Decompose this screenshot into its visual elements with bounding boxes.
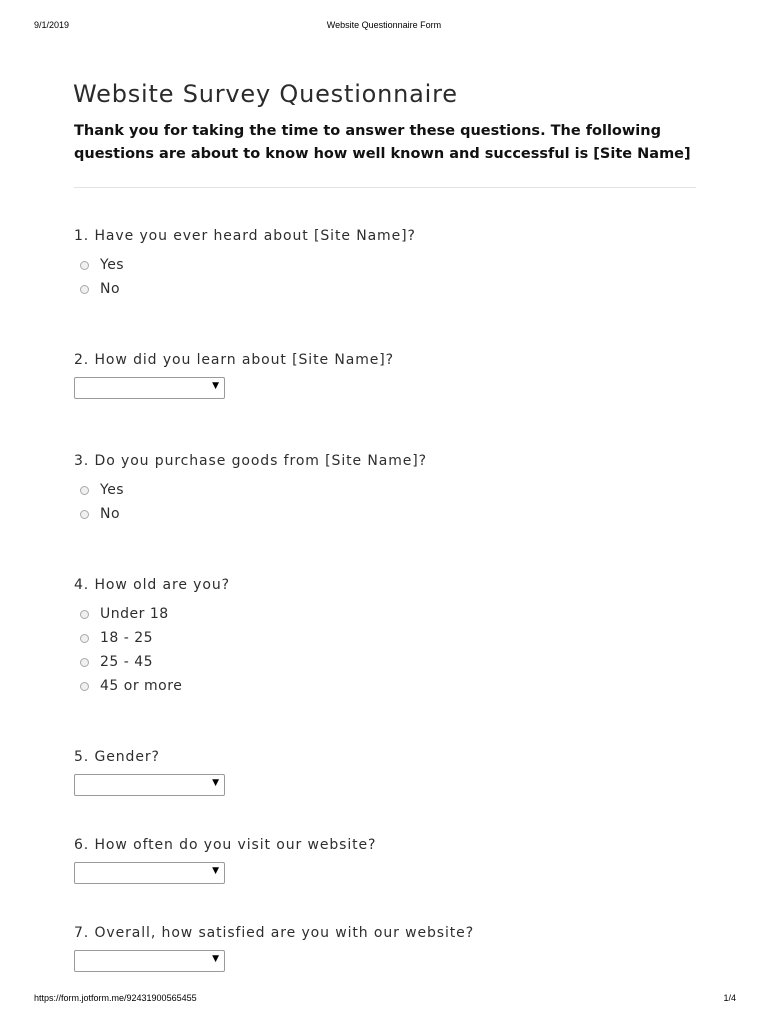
question-7	[74, 924, 474, 972]
radio-button[interactable]	[80, 285, 89, 294]
radio-button[interactable]	[80, 510, 89, 519]
radio-group	[74, 253, 416, 301]
radio-button[interactable]	[80, 261, 89, 270]
print-footer	[0, 993, 768, 1005]
radio-option-yes[interactable]	[74, 478, 427, 502]
question-1	[74, 227, 416, 301]
print-date: 9/1/2019	[34, 20, 70, 30]
radio-option-label: No	[100, 506, 121, 522]
radio-option-no[interactable]	[74, 502, 427, 526]
radio-option-label: Under 18	[100, 606, 169, 622]
radio-option-25-45[interactable]	[74, 650, 230, 674]
radio-option-label: 25 - 45	[100, 654, 154, 670]
chevron-down-icon: ▼	[212, 778, 219, 788]
radio-option-label: No	[100, 281, 121, 297]
chevron-down-icon: ▼	[212, 381, 219, 391]
question-label: 1. Have you ever heard about [Site Name]?	[74, 228, 416, 244]
print-page-number: 1/4	[723, 993, 736, 1003]
print-header	[0, 20, 768, 32]
chevron-down-icon: ▼	[212, 954, 219, 964]
radio-button[interactable]	[80, 658, 89, 667]
question-label: 2. How did you learn about [Site Name]?	[74, 352, 394, 368]
form-title: Website Survey Questionnaire	[73, 80, 458, 108]
radio-button[interactable]	[80, 486, 89, 495]
radio-option-under-18[interactable]	[74, 602, 230, 626]
radio-button[interactable]	[80, 682, 89, 691]
visit-frequency-select[interactable]	[74, 862, 225, 884]
radio-option-no[interactable]	[74, 277, 416, 301]
radio-option-label: 18 - 25	[100, 630, 154, 646]
radio-option-label: Yes	[100, 257, 125, 273]
form-subtitle: Thank you for taking the time to answer these questions. The following questions are about to know how well known and successful is [Site Name]	[74, 123, 691, 162]
radio-option-label: Yes	[100, 482, 125, 498]
radio-group	[74, 478, 427, 526]
satisfaction-select[interactable]	[74, 950, 225, 972]
question-4	[74, 576, 230, 698]
question-6	[74, 836, 376, 884]
print-url: https://form.jotform.me/92431900565455	[34, 993, 197, 1003]
question-2	[74, 351, 394, 399]
question-5	[74, 748, 225, 796]
radio-option-45-or-more[interactable]	[74, 674, 230, 698]
learn-source-select[interactable]	[74, 377, 225, 399]
question-label: 6. How often do you visit our website?	[74, 837, 377, 853]
gender-select[interactable]	[74, 774, 225, 796]
radio-option-yes[interactable]	[74, 253, 416, 277]
question-label: 5. Gender?	[74, 749, 160, 765]
radio-option-18-25[interactable]	[74, 626, 230, 650]
radio-group	[74, 602, 230, 698]
question-label: 7. Overall, how satisfied are you with our website?	[74, 925, 475, 941]
radio-button[interactable]	[80, 634, 89, 643]
print-doc-title: Website Questionnaire Form	[326, 20, 442, 30]
question-label: 4. How old are you?	[74, 577, 230, 593]
chevron-down-icon: ▼	[212, 866, 219, 876]
header-divider	[74, 187, 696, 188]
question-label: 3. Do you purchase goods from [Site Name]?	[74, 453, 427, 469]
radio-button[interactable]	[80, 610, 89, 619]
radio-option-label: 45 or more	[100, 678, 183, 694]
question-3	[74, 452, 427, 526]
